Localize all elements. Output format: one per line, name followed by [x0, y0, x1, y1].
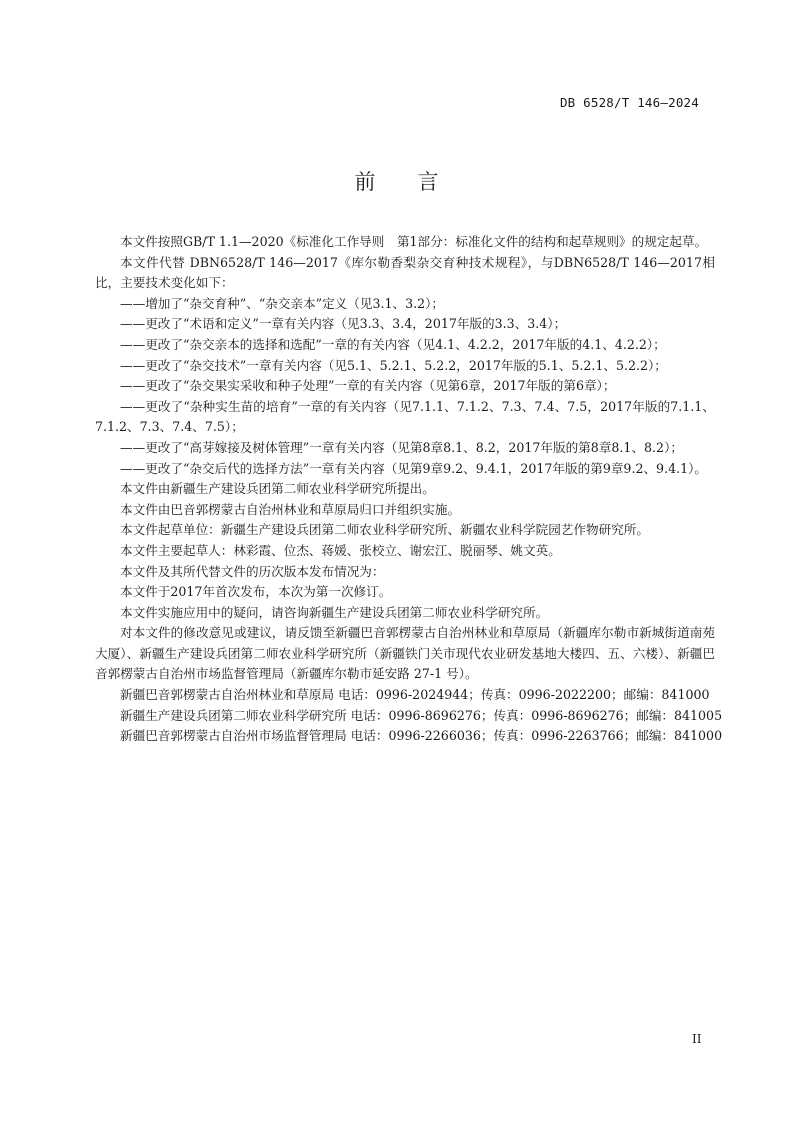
change-item: ——更改了“杂交果实采收和种子处理”一章的有关内容（见第6章，2017年版的第6章）；: [120, 378, 616, 394]
document-body: [95, 232, 723, 747]
statement-drafters: 本文件主要起草人：林彩霞、位杰、蒋媛、张校立、谢宏江、脱丽琴、姚文英。: [120, 542, 561, 558]
page-title: [0, 166, 793, 196]
change-item: ——更改了“术语和定义”一章有关内容（见3.3、3.4，2017年版的3.3、3.4）；: [120, 316, 567, 332]
change-item: ——更改了“杂交亲本的选择和选配”一章的有关内容（见4.1、4.2.2，2017年版的4.1、4.2.2）；: [120, 336, 666, 352]
change-item: ——更改了“杂交后代的选择方法”一章有关内容（见第9章9.2、9.4.1，2017年版的第9章9.2、9.4.1）。: [120, 460, 707, 476]
contact-line: 新疆巴音郭楞蒙古自治州市场监督管理局 电话：0996-2266036；传真：0996-2263766；邮编：841000: [120, 728, 723, 744]
contact-line: 新疆巴音郭楞蒙古自治州林业和草原局 电话：0996-2024944；传真：0996-2022200；邮编：841000: [120, 687, 710, 703]
change-item: ——更改了“杂交技术”一章有关内容（见5.1、5.2.1、5.2.2，2017年版的5.1、5.2.1、5.2.2）；: [120, 357, 667, 373]
statement-inquiries: 本文件实施应用中的疑问，请咨询新疆生产建设兵团第二师农业科学研究所。: [120, 604, 549, 620]
statement-administrator: 本文件由巴音郭楞蒙古自治州林业和草原局归口并组织实施。: [120, 501, 461, 517]
standard-code: DB 6528/T 146—2024: [559, 95, 699, 110]
title-char-2: 言: [417, 170, 439, 194]
change-item: ——更改了“高芽嫁接及树体管理”一章有关内容（见第8章8.1、8.2，2017年版的第8章8.1、8.2）；: [120, 439, 683, 455]
change-item: ——增加了“杂交育种”、“杂交亲本”定义（见3.1、3.2）；: [120, 295, 444, 311]
change-item: ——更改了“杂种实生苗的培育”一章的有关内容（见7.1.1、7.1.2、7.3、7.4、7.5，2017年版的7.1.1、7.1.2、7.3、7.4、7.5）；: [95, 398, 715, 435]
page-number: II: [692, 1032, 702, 1046]
paragraph-replacement: 本文件代替 DBN6528/T 146—2017《库尔勒香梨杂交育种技术规程》，与DBN6528/T 146—2017相比，主要技术变化如下：: [95, 254, 715, 291]
statement-feedback: 对本文件的修改意见或建议，请反馈至新疆巴音郭楞蒙古自治州林业和草原局（新疆库尔勒市新城街道南苑大厦）、新疆生产建设兵团第二师农业科学研究所（新疆铁门关市现代农业研发基地大楼四、五、六楼）、新疆巴音郭楞蒙古自治州市场监督管理局（新疆库尔勒市延安路 27-1 号）。: [95, 625, 715, 682]
title-char-1: 前: [354, 170, 376, 194]
paragraph-drafting-rules: 本文件按照GB/T 1.1—2020《标准化工作导则 第1部分：标准化文件的结构和起草规则》的规定起草。: [120, 234, 708, 249]
statement-history: 本文件于2017年首次发布，本次为第一次修订。: [120, 584, 392, 600]
statement-history-intro: 本文件及其所代替文件的历次版本发布情况为：: [120, 563, 385, 579]
contact-line: 新疆生产建设兵团第二师农业科学研究所 电话：0996-8696276；传真：0996-8696276；邮编：841005: [120, 707, 723, 723]
statement-proposer: 本文件由新疆生产建设兵团第二师农业科学研究所提出。: [120, 481, 435, 497]
statement-drafting-units: 本文件起草单位：新疆生产建设兵团第二师农业科学研究所、新疆农业科学院园艺作物研究所。: [120, 522, 649, 538]
